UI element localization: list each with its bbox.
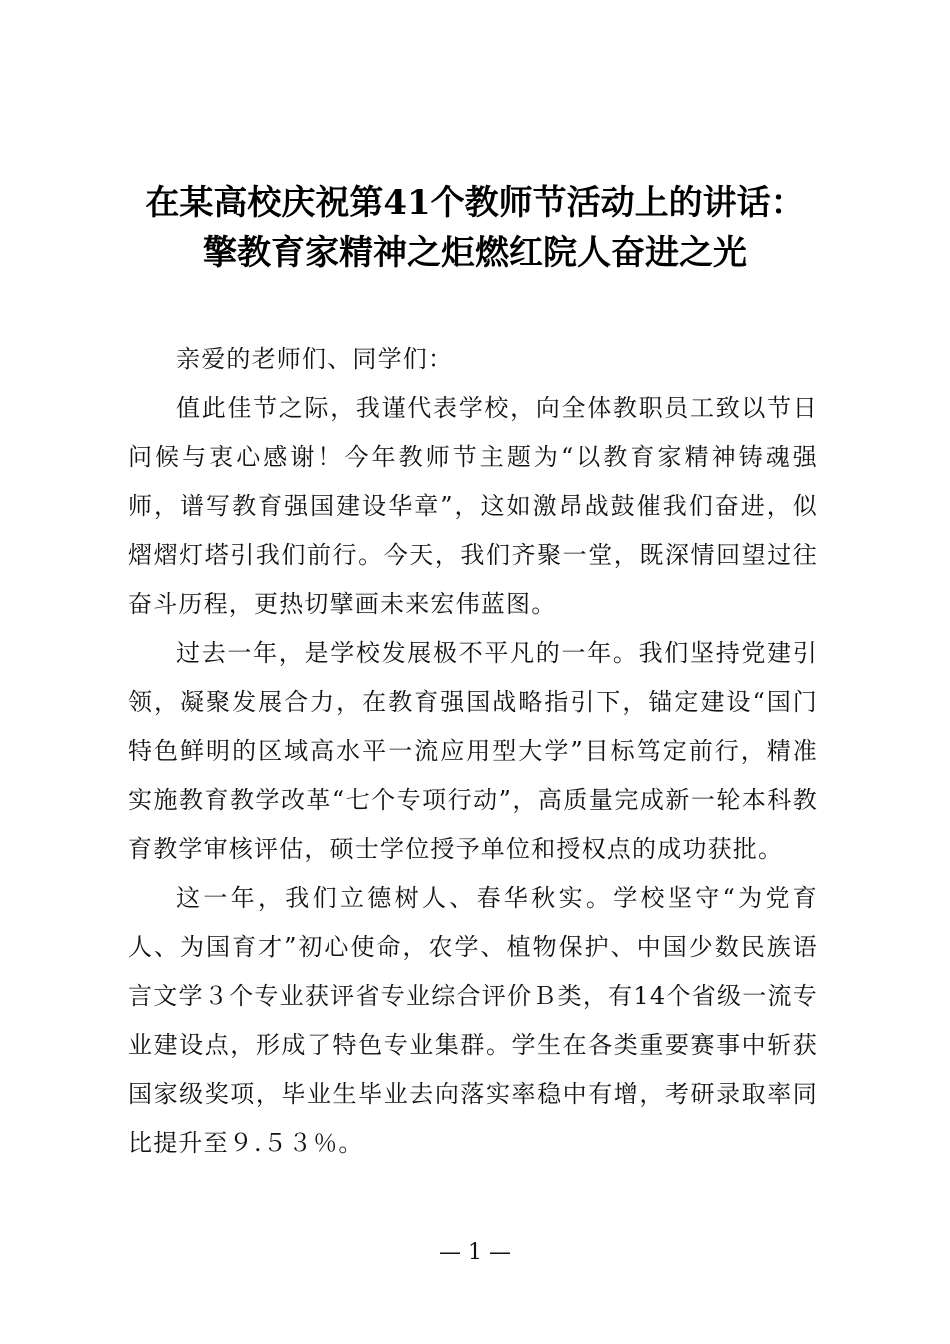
salutation: 亲爱的老师们、同学们： — [176, 345, 454, 373]
paragraph: 这一年，我们立德树人、春华秋实。学校坚守“为党育人、为国育才”初心使命，农学、植物保护、中国少数民族语言文学３个专业获评省专业综合评价Ｂ类，有14个省级一流专业建设点，形成了特色专业集群。学生在各类重要赛事中斩获国家级奖项，毕业生毕业去向落实率稳中有增，考研录取率同比提升至９.５３％。 — [128, 884, 818, 1157]
paragraph: 值此佳节之际，我谨代表学校，向全体教职员工致以节日问候与衷心感谢！今年教师节主题为“以教育家精神铸魂强师，谱写教育强国建设华章”，这如激昂战鼓催我们奋进，似熠熠灯塔引我们前行。今天，我们齐聚一堂，既深情回望过往奋斗历程，更热切擘画未来宏伟蓝图。 — [128, 394, 818, 618]
paragraph: 过去一年，是学校发展极不平凡的一年。我们坚持党建引领，凝聚发展合力，在教育强国战略指引下，锚定建设“国门特色鲜明的区域高水平一流应用型大学”目标笃定前行，精准实施教育教学改革“七个专项行动”，高质量完成新一轮本科教育教学审核评估，硕士学位授予单位和授权点的成功获批。 — [128, 639, 818, 863]
page-number: — 1 — — [439, 1240, 511, 1265]
document-title-line-2: 擎教育家精神之炬燃红院人奋进之光 — [203, 233, 747, 273]
document-body — [128, 335, 818, 1168]
document-title-line-1: 在某高校庆祝第41个教师节活动上的讲话： — [145, 183, 805, 223]
